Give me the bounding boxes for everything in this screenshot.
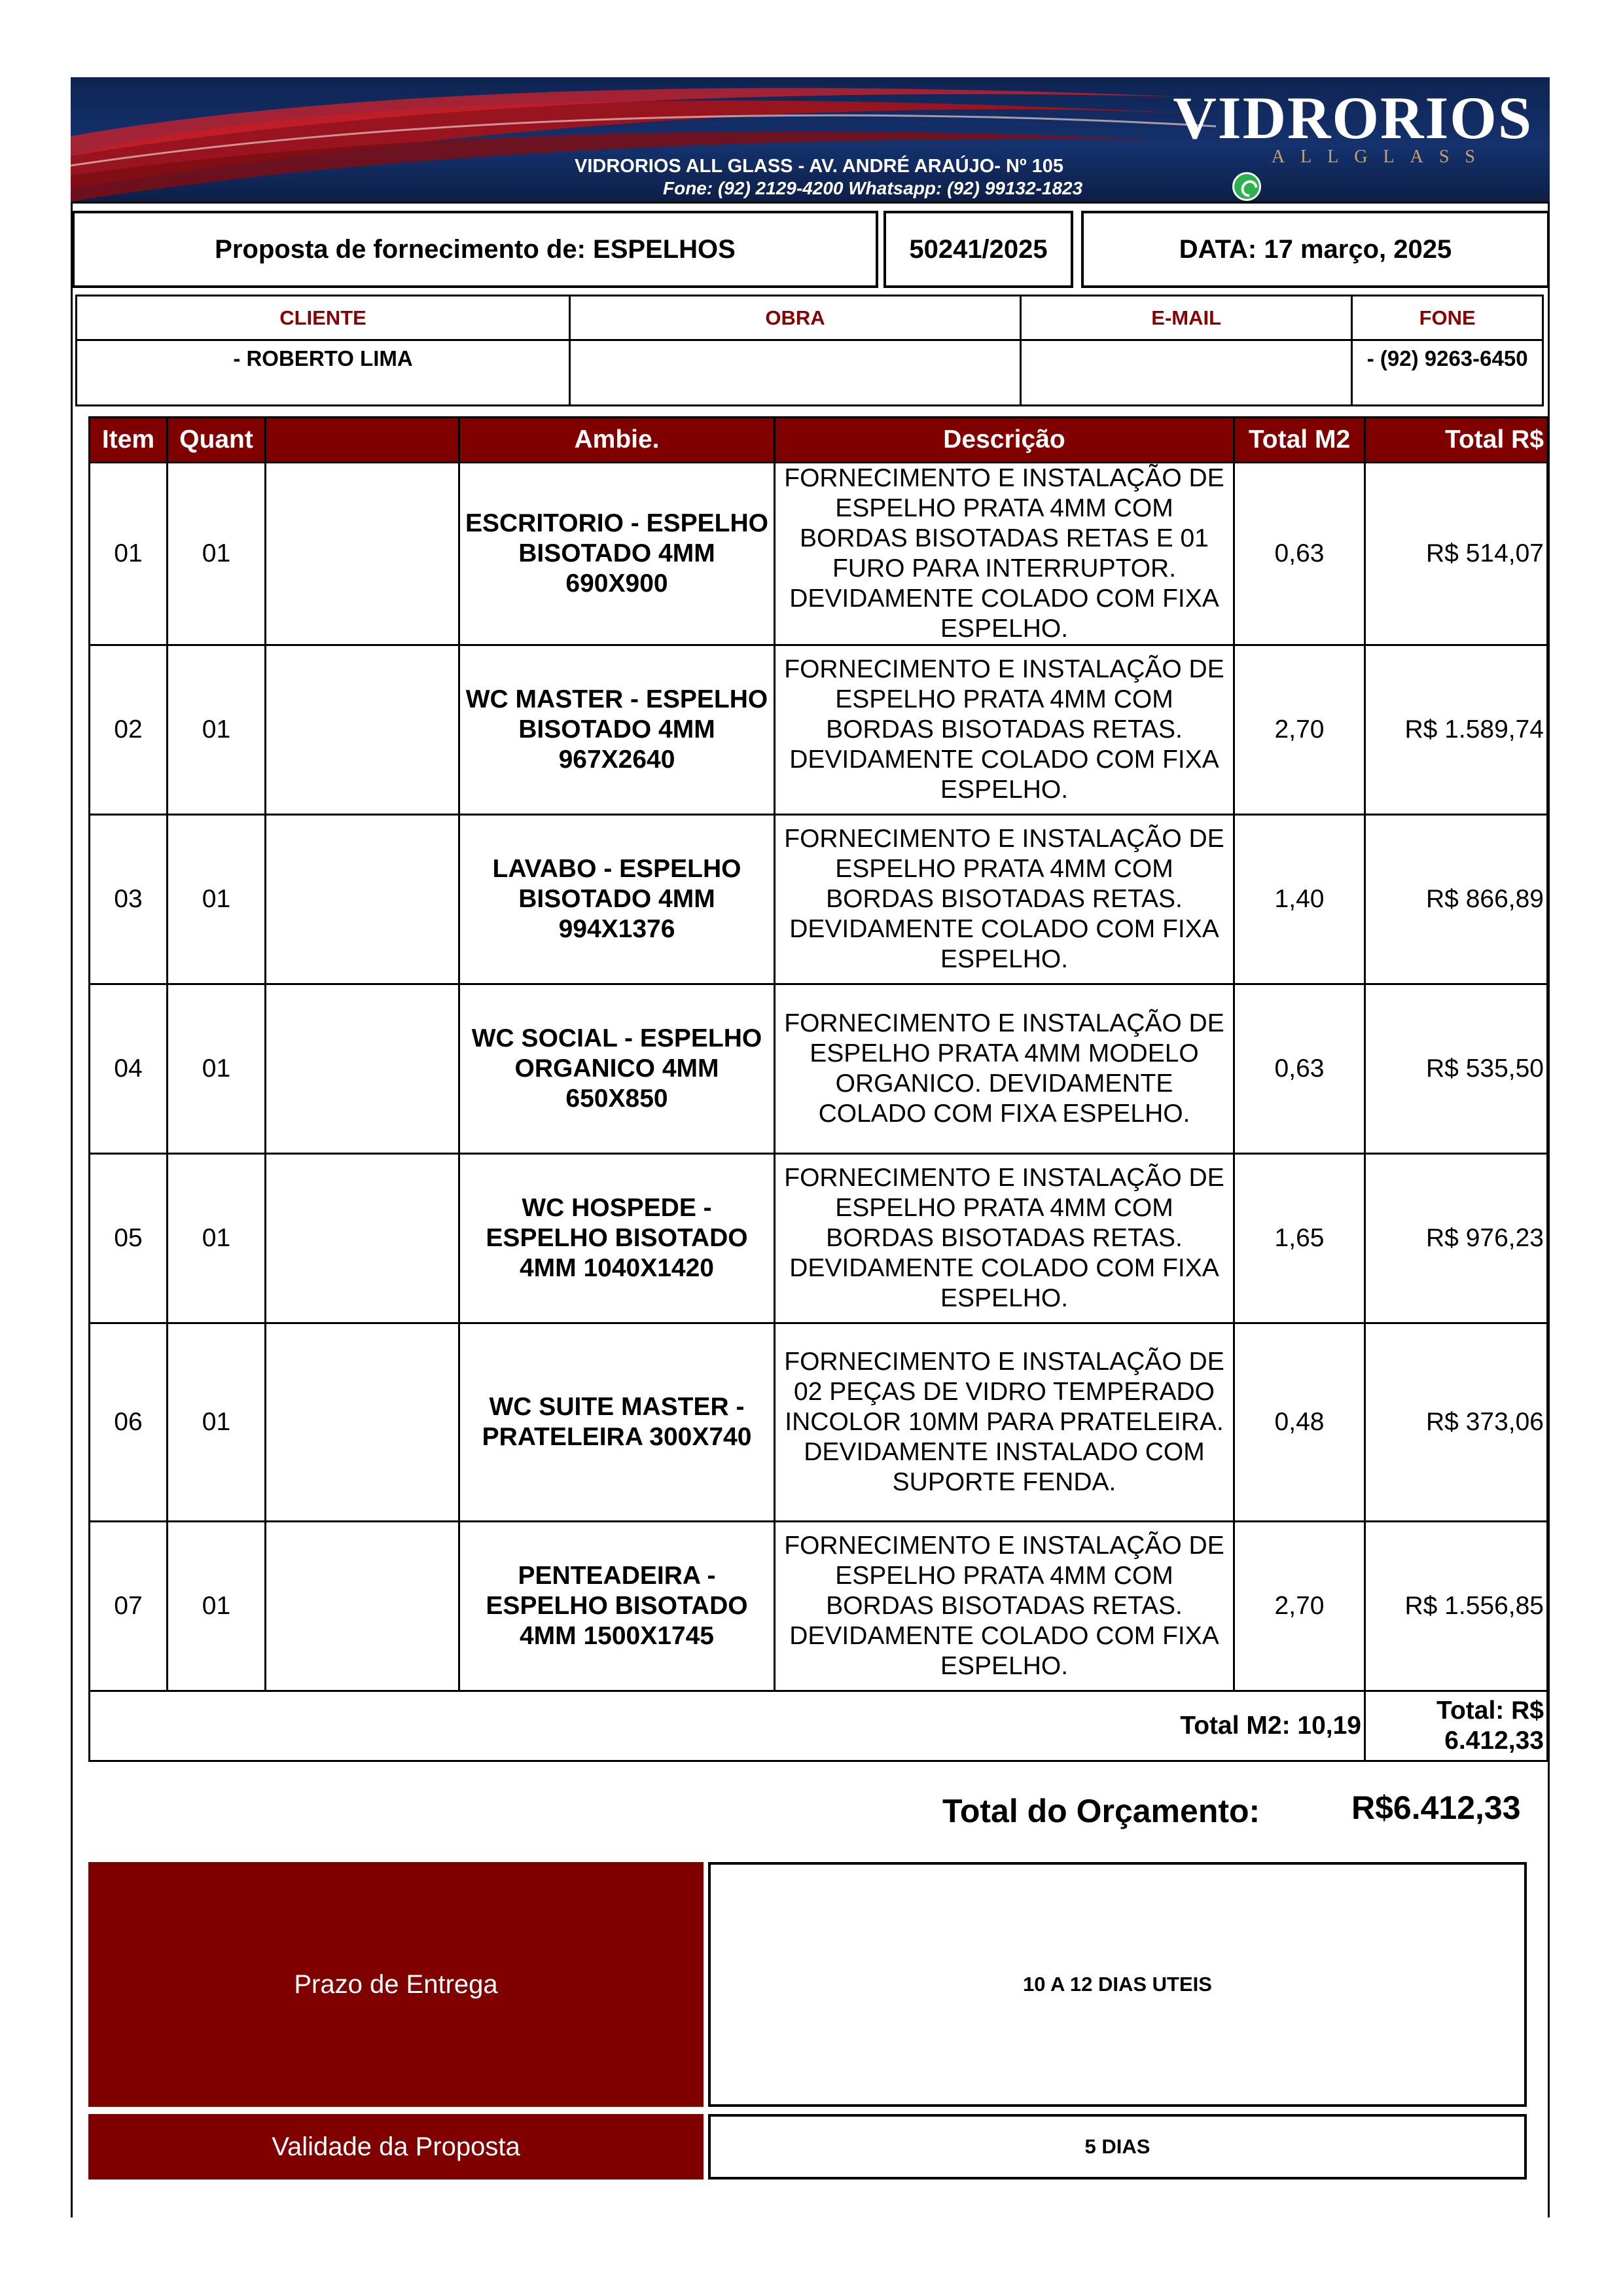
cell-ambiente: WC SOCIAL - ESPELHO ORGANICO 4MM 650X850 xyxy=(459,984,775,1154)
logo: VIDRORIOS xyxy=(1173,84,1533,151)
cell-extra xyxy=(266,815,459,984)
cell-quant: 01 xyxy=(168,645,266,815)
cell-quant: 01 xyxy=(168,1522,266,1691)
cell-descricao: FORNECIMENTO E INSTALAÇÃO DE ESPELHO PRATA 4MM COM BORDAS BISOTADAS RETAS E 01 FURO PARA INTERRUPTOR. DEVIDAMENTE COLADO COM FIXA ESPELHO. xyxy=(775,463,1234,645)
client-header-email: E-MAIL xyxy=(1021,296,1352,340)
client-phone: - (92) 9263-6450 xyxy=(1352,340,1543,406)
cell-descricao: FORNECIMENTO E INSTALAÇÃO DE 02 PEÇAS DE VIDRO TEMPERADO INCOLOR 10MM PARA PRATELEIRA. DEVIDAMENTE INSTALADO COM SUPORTE FENDA. xyxy=(775,1323,1234,1522)
delivery-label-block xyxy=(88,1862,704,2107)
col-header-quant: Quant xyxy=(168,418,266,463)
cell-total: R$ 535,50 xyxy=(1365,984,1548,1154)
client-header-cliente: CLIENTE xyxy=(77,296,570,340)
cell-extra xyxy=(266,1154,459,1323)
cell-total: R$ 1.556,85 xyxy=(1365,1522,1548,1691)
proposal-title-box xyxy=(72,211,878,288)
items-table xyxy=(88,416,1548,1762)
col-header-blank xyxy=(266,418,459,463)
cell-item: 07 xyxy=(90,1522,168,1691)
proposal-date-box xyxy=(1081,211,1550,288)
table-row xyxy=(90,1522,1548,1691)
table-row xyxy=(90,984,1548,1154)
cell-m2: 1,40 xyxy=(1234,815,1365,984)
total-m2: Total M2: 10,19 xyxy=(90,1691,1365,1761)
cell-ambiente: WC SUITE MASTER - PRATELEIRA 300X740 xyxy=(459,1323,775,1522)
cell-total: R$ 373,06 xyxy=(1365,1323,1548,1522)
client-email xyxy=(1021,340,1352,406)
cell-m2: 0,63 xyxy=(1234,463,1365,645)
cell-m2: 0,63 xyxy=(1234,984,1365,1154)
delivery-value-box xyxy=(708,1862,1527,2107)
cell-quant: 01 xyxy=(168,1323,266,1522)
cell-m2: 2,70 xyxy=(1234,1522,1365,1691)
delivery-label: Prazo de Entrega xyxy=(294,1969,498,1999)
cell-item: 01 xyxy=(90,463,168,645)
delivery-value: 10 A 12 DIAS UTEIS xyxy=(1023,1973,1212,1996)
cell-item: 03 xyxy=(90,815,168,984)
proposal-number-box xyxy=(883,211,1073,288)
proposal-title: Proposta de fornecimento de: ESPELHOS xyxy=(215,234,736,264)
cell-descricao: FORNECIMENTO E INSTALAÇÃO DE ESPELHO PRATA 4MM MODELO ORGANICO. DEVIDAMENTE COLADO COM FIXA ESPELHO. xyxy=(775,984,1234,1154)
cell-ambiente: PENTEADEIRA - ESPELHO BISOTADO 4MM 1500X1745 xyxy=(459,1522,775,1691)
cell-item: 06 xyxy=(90,1323,168,1522)
company-phone: Fone: (92) 2129-4200 Whatsapp: (92) 99132-1823 xyxy=(663,178,1083,198)
proposal-number: 50241/2025 xyxy=(909,234,1048,264)
cell-ambiente: ESCRITORIO - ESPELHO BISOTADO 4MM 690X900 xyxy=(459,463,775,645)
col-header-item: Item xyxy=(90,418,168,463)
col-header-total-m2: Total M2 xyxy=(1234,418,1365,463)
cell-item: 04 xyxy=(90,984,168,1154)
table-row xyxy=(90,645,1548,815)
cell-ambiente: LAVABO - ESPELHO BISOTADO 4MM 994X1376 xyxy=(459,815,775,984)
client-obra xyxy=(570,340,1021,406)
proposal-date: DATA: 17 março, 2025 xyxy=(1179,234,1452,264)
cell-descricao: FORNECIMENTO E INSTALAÇÃO DE ESPELHO PRATA 4MM COM BORDAS BISOTADAS RETAS. DEVIDAMENTE COLADO COM FIXA ESPELHO. xyxy=(775,815,1234,984)
cell-descricao: FORNECIMENTO E INSTALAÇÃO DE ESPELHO PRATA 4MM COM BORDAS BISOTADAS RETAS. DEVIDAMENTE COLADO COM FIXA ESPELHO. xyxy=(775,1154,1234,1323)
col-header-total-rs: Total R$ xyxy=(1365,418,1548,463)
validity-value: 5 DIAS xyxy=(1084,2135,1150,2158)
cell-total: R$ 976,23 xyxy=(1365,1154,1548,1323)
cell-m2: 2,70 xyxy=(1234,645,1365,815)
cell-ambiente: WC HOSPEDE - ESPELHO BISOTADO 4MM 1040X1420 xyxy=(459,1154,775,1323)
validity-label-block xyxy=(88,2114,704,2179)
cell-total: R$ 514,07 xyxy=(1365,463,1548,645)
table-row xyxy=(90,815,1548,984)
cell-extra xyxy=(266,645,459,815)
table-row xyxy=(90,1323,1548,1522)
validity-value-box xyxy=(708,2114,1527,2179)
cell-quant: 01 xyxy=(168,1154,266,1323)
table-row xyxy=(90,463,1548,645)
company-address: VIDRORIOS ALL GLASS - AV. ANDRÉ ARAÚJO- Nº 105 xyxy=(575,156,1063,177)
grand-total-value: R$6.412,33 xyxy=(1351,1789,1521,1826)
cell-quant: 01 xyxy=(168,984,266,1154)
cell-m2: 1,65 xyxy=(1234,1154,1365,1323)
cell-extra xyxy=(266,1323,459,1522)
cell-extra xyxy=(266,1522,459,1691)
cell-extra xyxy=(266,463,459,645)
col-header-ambiente: Ambie. xyxy=(459,418,775,463)
header-banner xyxy=(71,77,1550,204)
cell-quant: 01 xyxy=(168,463,266,645)
cell-m2: 0,48 xyxy=(1234,1323,1365,1522)
cell-quant: 01 xyxy=(168,815,266,984)
whatsapp-icon xyxy=(1232,172,1261,201)
cell-descricao: FORNECIMENTO E INSTALAÇÃO DE ESPELHO PRATA 4MM COM BORDAS BISOTADAS RETAS. DEVIDAMENTE COLADO COM FIXA ESPELHO. xyxy=(775,1522,1234,1691)
cell-descricao: FORNECIMENTO E INSTALAÇÃO DE ESPELHO PRATA 4MM COM BORDAS BISOTADAS RETAS. DEVIDAMENTE COLADO COM FIXA ESPELHO. xyxy=(775,645,1234,815)
client-header-fone: FONE xyxy=(1352,296,1543,340)
cell-extra xyxy=(266,984,459,1154)
client-name: - ROBERTO LIMA xyxy=(77,340,570,406)
client-table xyxy=(75,295,1544,406)
cell-item: 05 xyxy=(90,1154,168,1323)
totals-row xyxy=(90,1691,1548,1761)
col-header-descricao: Descrição xyxy=(775,418,1234,463)
total-rs: Total: R$ 6.412,33 xyxy=(1365,1691,1548,1761)
logo-subtitle: ALLGLASS xyxy=(1271,147,1491,167)
cell-item: 02 xyxy=(90,645,168,815)
cell-ambiente: WC MASTER - ESPELHO BISOTADO 4MM 967X2640 xyxy=(459,645,775,815)
table-row xyxy=(90,1154,1548,1323)
validity-label: Validade da Proposta xyxy=(272,2132,520,2161)
cell-total: R$ 866,89 xyxy=(1365,815,1548,984)
cell-total: R$ 1.589,74 xyxy=(1365,645,1548,815)
grand-total-label: Total do Orçamento: xyxy=(942,1793,1260,1829)
client-header-obra: OBRA xyxy=(570,296,1021,340)
